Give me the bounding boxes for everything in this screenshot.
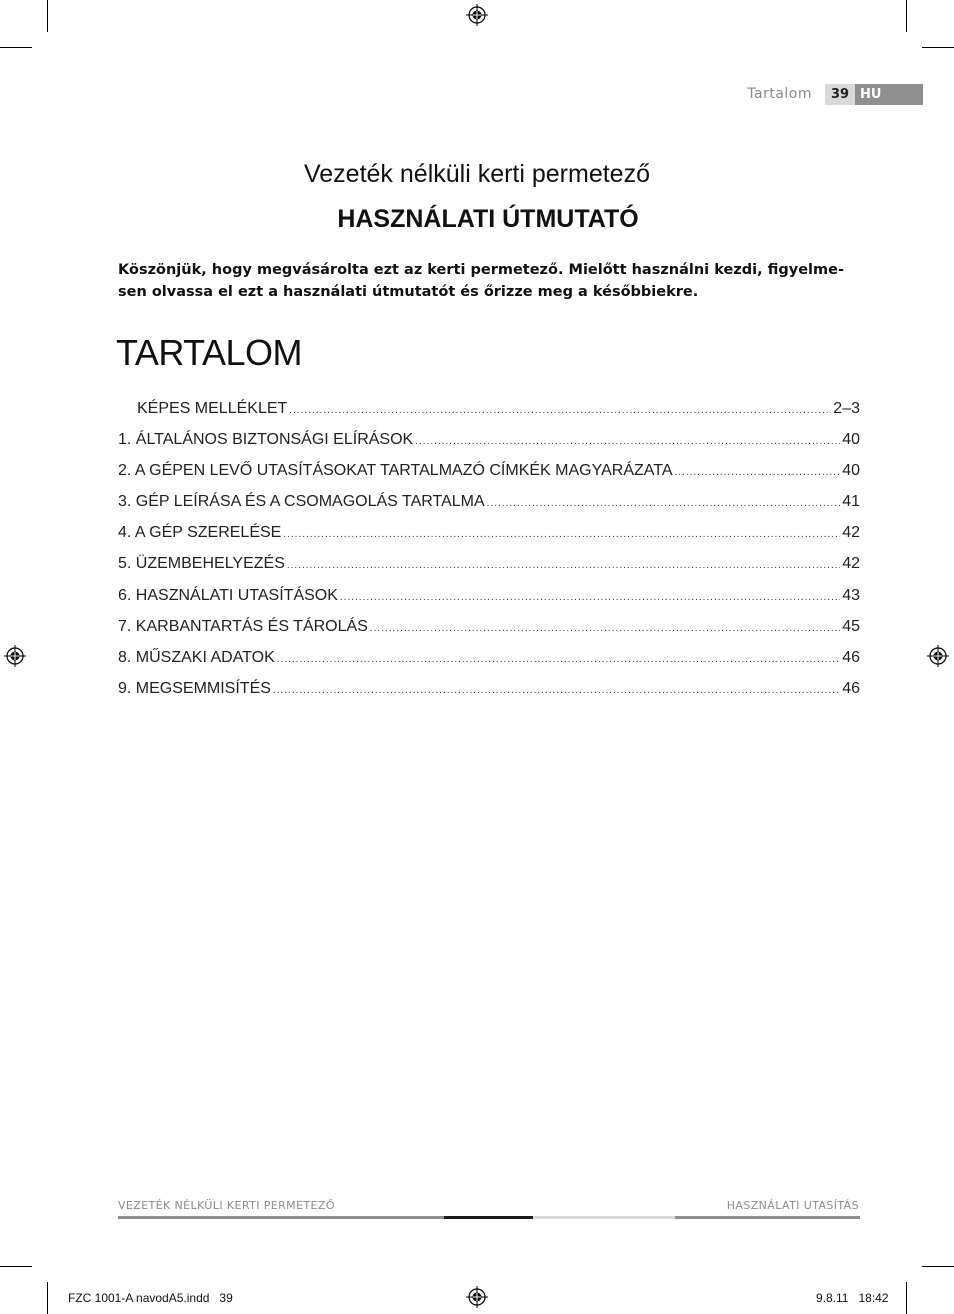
toc-item-label: 3. GÉP LEÍRÁSA ÉS A CSOMAGOLÁS TARTALMA [118,493,485,511]
registration-mark-icon [927,645,949,667]
toc-item-page: 45 [842,617,860,635]
toc-item [118,524,860,555]
toc-item-label: 7. KARBANTARTÁS ÉS TÁROLÁS [118,617,368,635]
toc-item-page: 40 [842,462,860,480]
toc-heading: TARTALOM [116,332,303,373]
toc-leader [289,405,831,416]
toc-item-label: 6. HASZNÁLATI UTASÍTÁSOK [118,586,338,604]
toc-item [118,649,860,680]
toc-item-page: 43 [842,586,860,604]
toc-leader [415,436,840,447]
crop-mark [906,1282,907,1314]
crop-mark [906,0,907,32]
footer-product-name: VEZETÉK NÉLKÜLI KERTI PERMETEZŐ [118,1199,335,1212]
intro-paragraph: Köszönjük, hogy megvásárolta ezt az kerti permetező. Mielőtt használni kezdi, figyelme-sen olvassa el ezt a használati útmutatót és őrizze meg a későbbiekre. [118,262,844,300]
page-number: 39 [825,84,855,105]
crop-mark [922,47,954,48]
toc-item-page: 2–3 [833,400,860,417]
language-tab: HU [855,84,923,105]
crop-mark [922,1266,954,1267]
toc-item [118,587,860,618]
print-slug-file: FZC 1001-A navodA5.indd 39 [68,1291,233,1305]
toc-item-label: KÉPES MELLÉKLET [137,400,288,417]
toc-leader [675,467,841,478]
toc-item-label: 5. ÜZEMBEHELYEZÉS [118,555,285,573]
toc-leader [273,685,840,696]
toc-item-page: 40 [842,431,860,449]
crop-mark [0,47,32,48]
toc-item-label: 1. ÁLTALÁNOS BIZTONSÁGI ELÍRÁSOK [118,431,414,449]
toc-item-page: 46 [842,648,860,666]
toc-leader [370,623,840,634]
toc-item-label: 8. MŰSZAKI ADATOK [118,648,275,666]
registration-mark-icon [4,645,26,667]
toc-item [118,431,860,462]
toc-leader [487,498,841,509]
footer-bar-segment [675,1216,860,1219]
toc-item-label: 4. A GÉP SZERELÉSE [118,524,282,542]
toc-item-page: 46 [842,679,860,697]
toc-leader [340,592,840,603]
product-title: Vezeték nélküli kerti permetező [303,160,650,188]
manual-title: HASZNÁLATI ÚTMUTATÓ [337,205,639,233]
print-slug-timestamp: 9.8.11 18:42 [816,1291,889,1305]
crop-mark [47,0,48,32]
toc-leader [287,560,840,571]
registration-mark-icon [466,4,488,26]
crop-mark [0,1266,32,1267]
toc-item [118,493,860,524]
footer-bar-segment [444,1216,533,1219]
toc-item-page: 42 [842,524,860,542]
toc-item [118,680,860,711]
toc-leader [283,529,840,540]
running-header-label: Tartalom [747,86,812,102]
crop-mark [47,1282,48,1314]
toc-item [118,400,860,431]
table-of-contents [118,400,860,711]
footer-bar-segment [118,1216,444,1219]
toc-leader [277,654,840,665]
registration-mark-icon [466,1286,488,1308]
toc-item [118,618,860,649]
toc-item [118,555,860,586]
toc-item-page: 41 [842,493,860,511]
footer-document-type: HASZNÁLATI UTASÍTÁS [726,1199,859,1212]
footer-bar-segment [533,1216,675,1219]
toc-item [118,462,860,493]
toc-item-label: 2. A GÉPEN LEVŐ UTASÍTÁSOKAT TARTALMAZÓ CÍMKÉK MAGYARÁZATA [118,462,673,480]
toc-item-label: 9. MEGSEMMISÍTÉS [118,679,271,697]
toc-item-page: 42 [842,555,860,573]
